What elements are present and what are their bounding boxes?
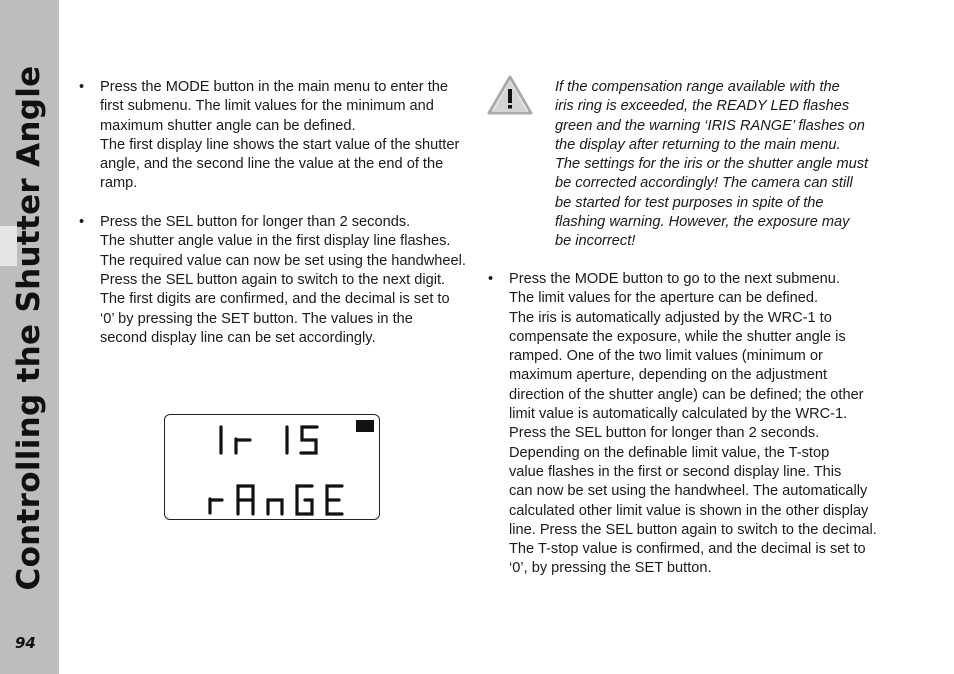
- text-line: The iris is automatically adjusted by the WRC-1 to: [509, 309, 832, 326]
- text-line: The first digits are confirmed, and the decimal is set to: [100, 291, 450, 308]
- lcd-glyph-G: [297, 486, 312, 514]
- right-column: [488, 270, 883, 598]
- lcd-glyph-r2: [210, 499, 222, 513]
- text-line: green and the warning ‘IRIS RANGE’ flashes on: [555, 117, 865, 134]
- list-item: [79, 213, 473, 348]
- text-line: Press the SEL button again to switch to the next digit.: [100, 271, 446, 288]
- text-line: limit value is automatically calculated by the WRC-1.: [509, 406, 848, 423]
- list-item: [79, 78, 473, 194]
- text-line: can now be set using the handwheel. The automatically: [509, 483, 868, 500]
- lcd-glyph-A: [238, 486, 253, 514]
- text-line: iris ring is exceeded, the READY LED flashes: [555, 98, 850, 115]
- text-line: be corrected accordingly! The camera can still: [555, 175, 853, 192]
- text-line: The required value can now be set using the handwheel.: [100, 252, 466, 269]
- text-line: Press the SEL button for longer than 2 seconds.: [100, 214, 411, 231]
- text-line: first submenu. The limit values for the minimum and: [100, 98, 434, 115]
- text-line: be incorrect!: [555, 233, 636, 250]
- lcd-glyph-r: [236, 439, 250, 453]
- text-line: compensate the exposure, while the shutter angle is: [509, 328, 846, 345]
- text-line: The shutter angle value in the first display line flashes.: [100, 233, 451, 250]
- text-line: line. Press the SEL button again to switch to the decimal.: [509, 521, 877, 538]
- text-line: ramp.: [100, 175, 138, 192]
- warning-note: [555, 78, 885, 252]
- text-line: value flashes in the first or second display line. This: [509, 463, 842, 480]
- text-line: ‘0’, by pressing the SET button.: [509, 560, 712, 577]
- lcd-display: [164, 414, 380, 520]
- text-line: maximum aperture, depending on the adjustment: [509, 367, 828, 384]
- left-column: [79, 78, 473, 367]
- warning-triangle-icon: [487, 74, 533, 116]
- lcd-indicator: [356, 420, 374, 432]
- text-line: second display line can be set accordingly.: [100, 329, 376, 346]
- bullet-icon: •: [79, 214, 85, 231]
- text-line: the display after returning to the main menu.: [555, 136, 841, 153]
- lcd-glyph-E: [327, 486, 342, 514]
- text-line: Depending on the definable limit value, the T-stop: [509, 444, 830, 461]
- text-line: Press the SEL button for longer than 2 seconds.: [509, 425, 820, 442]
- bullet-icon: •: [79, 79, 85, 95]
- text-line: The limit values for the aperture can be defined.: [509, 290, 819, 307]
- text-line: ‘0’ by pressing the SET button. The values in the: [100, 310, 413, 327]
- text-line: be started for test purposes in spite of the: [555, 194, 824, 211]
- text-line: The settings for the iris or the shutter angle must: [555, 156, 869, 173]
- text-line: maximum shutter angle can be defined.: [100, 117, 356, 134]
- text-line: direction of the shutter angle) can be defined; the other: [509, 386, 864, 403]
- page-number: 94: [15, 634, 36, 652]
- chapter-title: Controlling the Shutter Angle: [11, 65, 47, 591]
- text-line: ramped. One of the two limit values (minimum or: [509, 348, 823, 365]
- text-line: flashing warning. However, the exposure may: [555, 214, 850, 231]
- lcd-glyph-S: [301, 427, 317, 453]
- text-line: Press the MODE button to go to the next submenu.: [509, 271, 840, 287]
- bullet-icon: •: [488, 271, 494, 287]
- text-line: angle, and the second line the value at the end of the: [100, 156, 444, 173]
- text-line: If the compensation range available with the: [555, 79, 840, 95]
- sidebar: [0, 0, 59, 674]
- lcd-glyph-n: [268, 500, 282, 514]
- text-line: calculated other limit value is shown in the other display: [509, 502, 869, 519]
- lcd-segments: [165, 415, 381, 521]
- text-line: Press the MODE button in the main menu to enter the: [100, 79, 448, 95]
- list-item: [488, 270, 883, 579]
- text-line: The T-stop value is confirmed, and the decimal is set to: [509, 541, 866, 558]
- text-line: The first display line shows the start value of the shutter: [100, 136, 460, 153]
